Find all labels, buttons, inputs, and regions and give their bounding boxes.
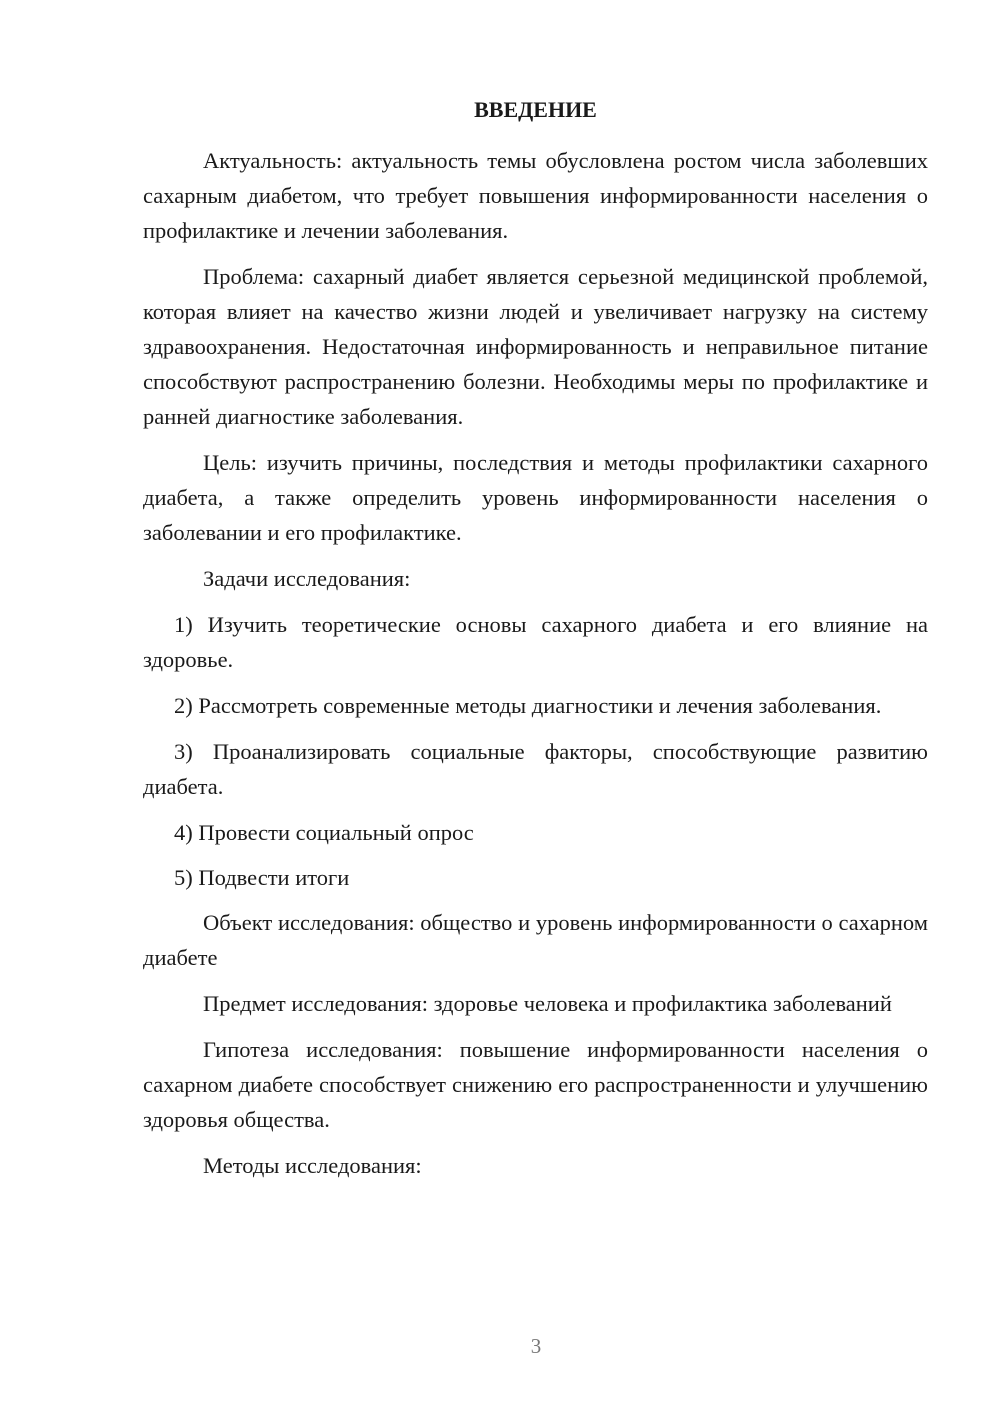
- paragraph-methods-heading: Методы исследования:: [203, 1153, 422, 1178]
- section-title: ВВЕДЕНИЕ: [474, 97, 597, 122]
- page-number: 3: [530, 1334, 542, 1358]
- task-item: 4) Провести социальный опрос: [174, 820, 474, 845]
- paragraph-object: Объект исследования: общество и уровень информированности о сахарном диабете: [143, 910, 928, 970]
- paragraph-goal: Цель: изучить причины, последствия и методы профилактики сахарного диабета, а также определить уровень информированности населения о заболевании и его профилактике.: [143, 450, 928, 545]
- document-page: [143, 95, 928, 1194]
- paragraph-hypothesis: Гипотеза исследования: повышение информированности населения о сахарном диабете способствует снижению его распространенности и улучшению здоровья общества.: [143, 1037, 928, 1132]
- paragraph-tasks-heading: Задачи исследования:: [203, 566, 411, 591]
- paragraph-problem: Проблема: сахарный диабет является серьезной медицинской проблемой, которая влияет на качество жизни людей и увеличивает нагрузку на систему здравоохранения. Недостаточная информированность и неправильное питание способствуют распространению болезни. Необходимы меры по профилактике и ранней диагностике заболевания.: [143, 264, 928, 429]
- task-item: 5) Подвести итоги: [174, 865, 350, 890]
- task-item: 1) Изучить теоретические основы сахарного диабета и его влияние на здоровье.: [143, 612, 928, 672]
- paragraph-relevance: Актуальность: актуальность темы обусловлена ростом числа заболевших сахарным диабетом, что требует повышения информированности населения о профилактике и лечении заболевания.: [143, 148, 928, 243]
- task-item: 3) Проанализировать социальные факторы, способствующие развитию диабета.: [143, 739, 928, 799]
- task-item: 2) Рассмотреть современные методы диагностики и лечения заболевания.: [174, 693, 882, 718]
- paragraph-subject: Предмет исследования: здоровье человека и профилактика заболеваний: [203, 991, 892, 1016]
